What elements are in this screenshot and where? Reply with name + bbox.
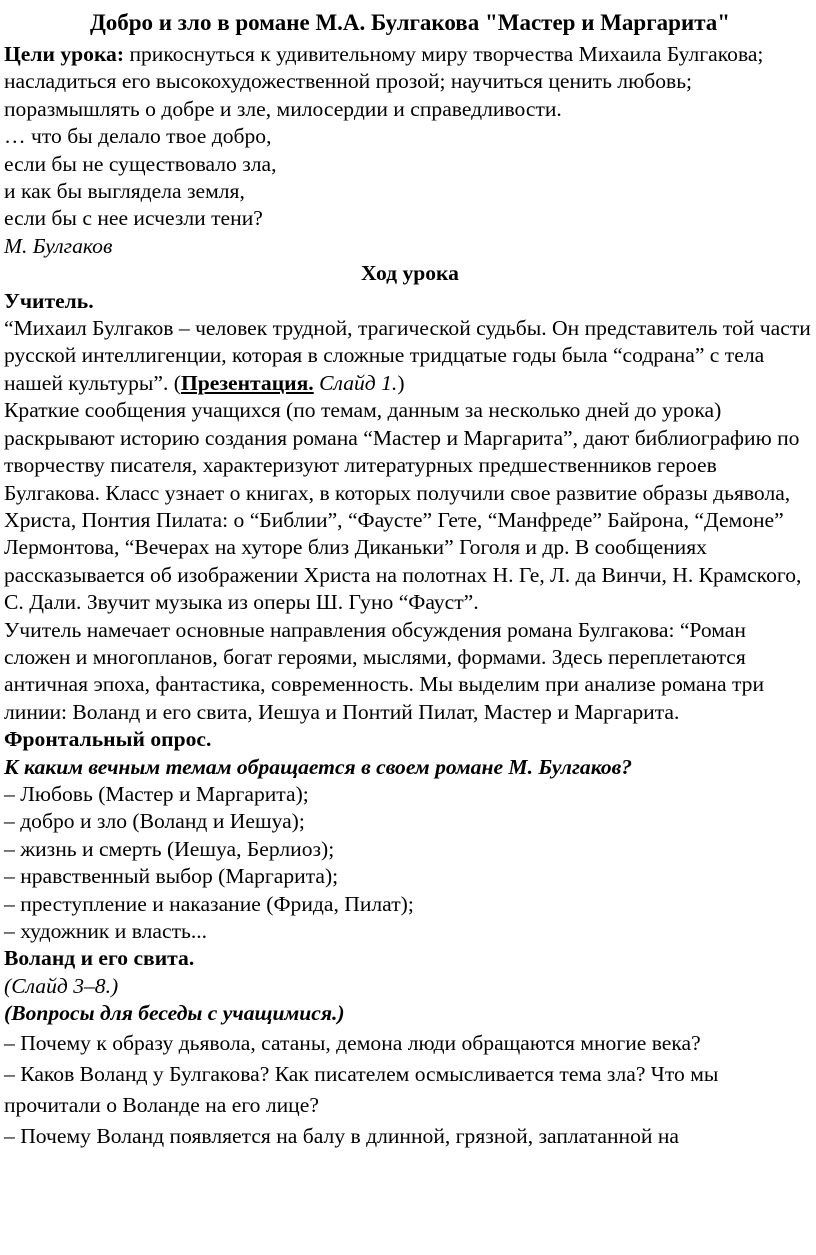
epigraph-author: М. Булгаков (4, 233, 113, 258)
woland-label: Воланд и его свита. (4, 946, 195, 971)
frontal-question: К каким вечным темам обращается в своем романе М. Булгаков? (4, 754, 633, 779)
presentation-link[interactable]: Презентация. (180, 370, 314, 395)
theme-item: – художник и власть... (4, 919, 208, 943)
epigraph-line-1: … что бы делало твое добро, (4, 124, 272, 149)
reports-paragraph: Краткие сообщения учащихся (по темам, данным за несколько дней до урока) раскрывают историю создания романа “Мастер и Маргарита”, дают библиографию по творчеству писателя, характеризуют литературных предшественников героев Булгакова. Класс узнает о книгах, в которых получили свое развитие образы дьявола, Христа, Понтия Пилата: о “Библии”, “Фаусте” Гете, “Манфреде” Байрона, “Демоне” Лермонтова, “Вечерах на хуторе близ Диканьки” Гоголя и др. В сообщениях рассказывается об изображении Христа на полотнах Н. Ге, Л. да Винчи, Н. Крамского, С. Дали. Звучит музыка из оперы Ш. Гуно “Фауст”. (4, 398, 802, 615)
theme-item: – преступление и наказание (Фрида, Пилат); (4, 891, 414, 916)
teacher-directions: Учитель намечает основные направления обсуждения романа Булгакова: “Роман сложен и многопланов, богат героями, мыслями, формами. Здесь переплетаются античная эпоха, фантастика, современность. Мы выделим при анализе романа три линии: Воланд и его свита, Иешуа и Понтий Пилат, Мастер и Маргарита. (4, 617, 765, 724)
teacher-quote-text: “Михаил Булгаков – человек трудной, трагической судьбы. Он представитель той части русской интеллигенции, которая в сложные тридцатые годы была “содрана” с тела нашей культуры”. ( (4, 316, 811, 395)
page-title: Добро и зло в романе М.А. Булгакова "Мастер и Маргарита" (89, 10, 731, 35)
question-item: – Каков Воланд у Булгакова? Как писателем осмысливается тема зла? Что мы прочитали о Воланде на его лице? (4, 1061, 719, 1117)
goals-text: прикоснуться к удивительному миру творчества Михаила Булгакова; насладиться его высокохудожественной прозой; научиться ценить любовь; поразмышлять о добре и зле, милосердии и справедливости. (4, 42, 764, 121)
epigraph-line-3: и как бы выглядела земля, (4, 179, 245, 204)
questions-label: (Вопросы для беседы с учащимися.) (4, 1001, 345, 1026)
theme-item: – нравственный выбор (Маргарита); (4, 864, 339, 889)
slide-ref: Слайд 1. (319, 370, 398, 395)
epigraph-line-2: если бы не существовало зла, (4, 151, 277, 176)
slides-ref: (Слайд 3–8.) (4, 973, 119, 998)
goals-label: Цели урока: (4, 42, 125, 66)
question-item: – Почему Воланд появляется на балу в длинной, грязной, заплатанной на (4, 1123, 679, 1148)
close-paren: ) (397, 370, 405, 395)
theme-item: – добро и зло (Воланд и Иешуа); (4, 809, 305, 834)
question-item: – Почему к образу дьявола, сатаны, демона люди обращаются многие века? (4, 1030, 701, 1055)
epigraph-line-4: если бы с нее исчезли тени? (4, 206, 263, 231)
lesson-heading: Ход урока (361, 261, 459, 286)
teacher-quote (4, 315, 816, 397)
teacher-label: Учитель. (4, 288, 94, 313)
theme-item: – жизнь и смерть (Иешуа, Берлиоз); (4, 836, 335, 861)
frontal-label: Фронтальный опрос. (4, 727, 212, 752)
lesson-goals (4, 41, 816, 123)
theme-item: – Любовь (Мастер и Маргарита); (4, 781, 309, 806)
